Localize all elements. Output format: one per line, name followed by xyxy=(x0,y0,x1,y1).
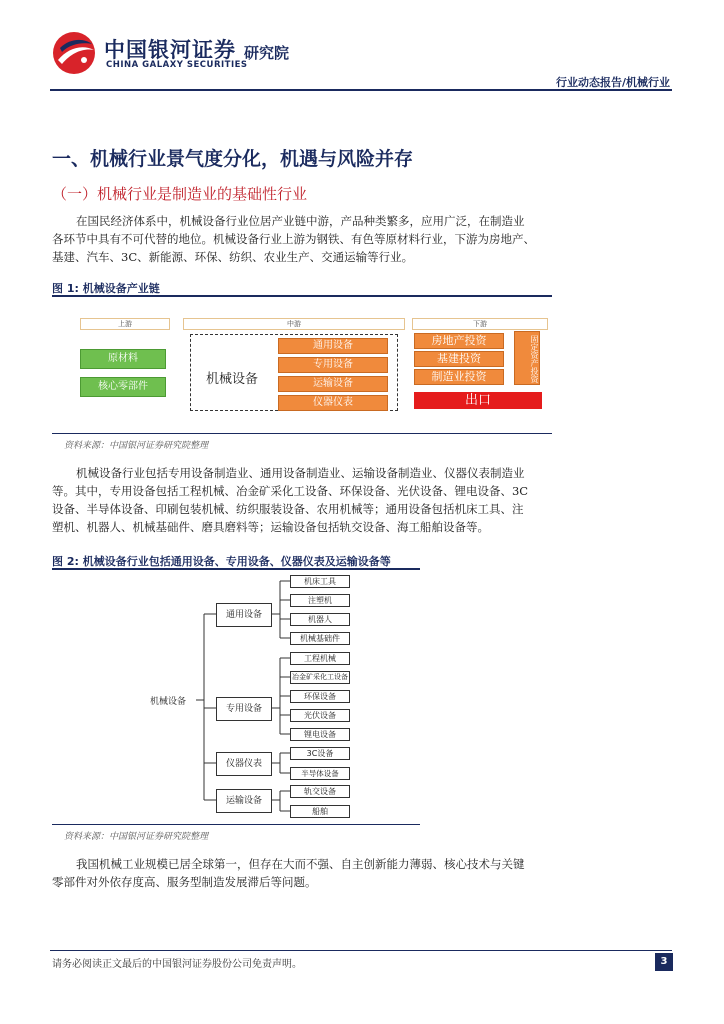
down-item-real-estate: 房地产投资 xyxy=(414,333,504,349)
logo-english-name: CHINA GALAXY SECURITIES xyxy=(106,60,248,70)
tree-group-transport: 运输设备 xyxy=(216,789,272,813)
midstream-label: 中游 xyxy=(183,318,405,330)
report-type: 行业动态报告/机械行业 xyxy=(555,76,670,89)
paragraph-line: 零部件对外依存度高、服务型制造发展滞后等问题。 xyxy=(52,875,317,889)
tree-leaf: 机床工具 xyxy=(290,575,350,588)
upstream-label: 上游 xyxy=(80,318,170,330)
figure-2-title: 图 2: 机械设备行业包括通用设备、专用设备、仪器仪表及运输设备等 xyxy=(52,555,391,568)
footer-divider xyxy=(50,950,672,951)
mid-item-general: 通用设备 xyxy=(278,338,388,354)
paragraph-line: 等。其中，专用设备包括工程机械、冶金矿采化工设备、环保设备、光伏设备、锂电设备、3C xyxy=(52,484,529,498)
machinery-center-label: 机械设备 xyxy=(206,372,259,387)
figure-2-bottom-rule xyxy=(52,824,420,825)
tree-leaf: 光伏设备 xyxy=(290,709,350,722)
tree-group-instruments: 仪器仪表 xyxy=(216,752,272,776)
tree-leaf: 注塑机 xyxy=(290,594,350,607)
tree-leaf: 工程机械 xyxy=(290,652,350,665)
figure-1-title: 图 1: 机械设备产业链 xyxy=(52,282,160,295)
paragraph-line: 我国机械工业规模已居全球第一，但存在大而不强、自主创新能力薄弱、核心技术与关键 xyxy=(76,857,525,871)
mid-item-instruments: 仪器仪表 xyxy=(278,395,388,411)
fixed-asset-investment-box: 固定资产投资 xyxy=(514,331,540,385)
mid-item-transport: 运输设备 xyxy=(278,376,388,392)
tree-group-general: 通用设备 xyxy=(216,603,272,627)
tree-leaf: 冶金矿采化工设备 xyxy=(290,671,350,684)
downstream-label: 下游 xyxy=(412,318,548,330)
tree-root: 机械设备 xyxy=(150,697,187,707)
figure-2-source: 资料来源：中国银河证券研究院整理 xyxy=(64,832,209,842)
subsection-heading: （一）机械行业是制造业的基础性行业 xyxy=(52,185,308,203)
upstream-item-core-parts: 核心零部件 xyxy=(80,377,166,397)
tree-group-special: 专用设备 xyxy=(216,697,272,721)
paragraph-line: 设备、半导体设备、印刷包装机械、纺织服装设备、农用机械等；通用设备包括机床工具、注 xyxy=(52,502,524,516)
down-item-infrastructure: 基建投资 xyxy=(414,351,504,367)
paragraph-3 xyxy=(52,855,548,891)
tree-leaf: 锂电设备 xyxy=(290,728,350,741)
figure-1-source: 资料来源：中国银河证券研究院整理 xyxy=(64,441,209,451)
tree-leaf: 半导体设备 xyxy=(290,767,350,780)
tree-leaf: 3C设备 xyxy=(290,747,350,760)
tree-leaf: 环保设备 xyxy=(290,690,350,703)
page-number: 3 xyxy=(655,953,673,971)
section-heading: 一、机械行业景气度分化，机遇与风险并存 xyxy=(52,148,414,170)
paragraph-line: 塑机、机器人、机械基础件、磨具磨料等；运输设备包括轨交设备、海工船舶设备等。 xyxy=(52,520,489,534)
mid-item-special: 专用设备 xyxy=(278,357,388,373)
paragraph-line: 基建、汽车、3C、新能源、环保、纺织、农业生产、交通运输等行业。 xyxy=(52,250,414,264)
logo-chinese-name: 中国银河证券 xyxy=(104,38,236,62)
tree-leaf: 船舶 xyxy=(290,805,350,818)
paragraph-line: 各环节中具有不可代替的地位。机械设备行业上游为钢铁、有色等原材料行业，下游为房地产、 xyxy=(52,232,535,246)
institute-name: 研究院 xyxy=(244,44,290,62)
tree-leaf: 机器人 xyxy=(290,613,350,626)
export-box: 出口 xyxy=(414,392,542,409)
footer-disclaimer: 请务必阅读正文最后的中国银河证券股份公司免责声明。 xyxy=(52,959,302,970)
paragraph-line: 机械设备行业包括专用设备制造业、通用设备制造业、运输设备制造业、仪器仪表制造业 xyxy=(76,466,525,480)
down-item-manufacturing: 制造业投资 xyxy=(414,369,504,385)
paragraph-line: 在国民经济体系中，机械设备行业位居产业链中游，产品种类繁多，应用广泛，在制造业 xyxy=(76,214,525,228)
tree-leaf: 轨交设备 xyxy=(290,785,350,798)
tree-leaf: 机械基础件 xyxy=(290,632,350,645)
upstream-item-raw-materials: 原材料 xyxy=(80,349,166,369)
